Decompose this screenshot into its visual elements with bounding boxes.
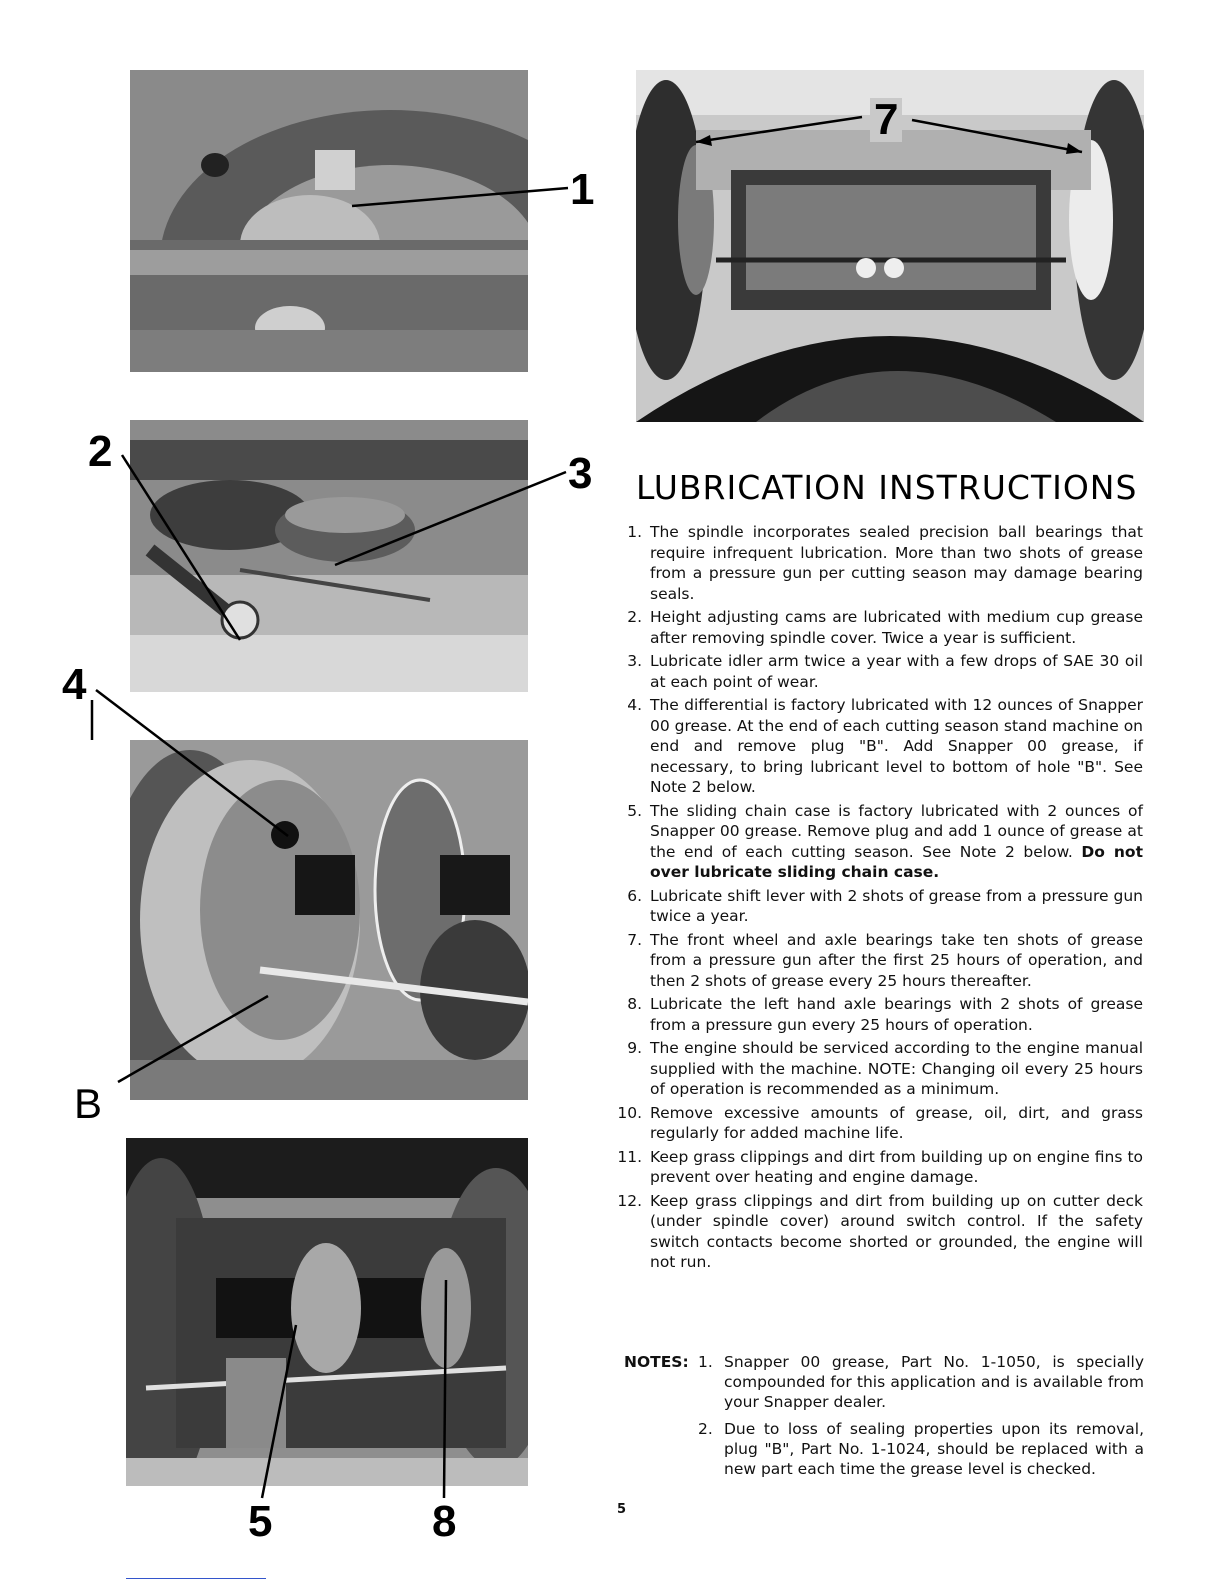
page-title: LUBRICATION INSTRUCTIONS [636, 468, 1138, 507]
instruction-item: 10. Remove excessive amounts of grease, oil, dirt, and grass regularly for added machine life. [617, 1103, 1143, 1142]
callout-7: 7 [870, 98, 902, 142]
callout-4: 4 [62, 660, 87, 709]
lubrication-instructions-list [612, 522, 1143, 1276]
note-item: 2. Due to loss of sealing properties upon its removal, plug "B", Part No. 1-1024, should be replaced with a new part each time the grease level is checked. [698, 1420, 1144, 1478]
instruction-item: 1. The spindle incorporates sealed precision ball bearings that require infrequent lubrication. More than two shots of grease from a pressure gun per cutting season may damage bearing seals. [627, 523, 1143, 603]
instruction-item: 2. Height adjusting cams are lubricated with medium cup grease after removing spindle cover. Twice a year is sufficient. [627, 608, 1143, 647]
instruction-item: 7. The front wheel and axle bearings take ten shots of grease from a pressure gun after the first 25 hours of operation, and then 2 shots of grease every 25 hours thereafter. [627, 930, 1143, 990]
notes-section [624, 1352, 1144, 1486]
instruction-item: 9. The engine should be serviced according to the engine manual supplied with the machine. NOTE: Changing oil every 25 hours of operation is recommended as a minimum. [627, 1039, 1143, 1098]
instruction-item: 3. Lubricate idler arm twice a year with a few drops of SAE 30 oil at each point of wear. [627, 652, 1143, 691]
callout-b: B [74, 1080, 103, 1127]
instruction-item: 4. The differential is factory lubricated with 12 ounces of Snapper 00 grease. At the end of each cutting season stand machine on end and remove plug "B". Add Snapper 00 grease, if necessary, to bring lubricant level to bottom of hole "B". See Note 2 below. [627, 696, 1143, 796]
callout-5: 5 [248, 1497, 273, 1546]
page-number: 5 [617, 1502, 627, 1517]
instruction-warning: Do not over lubricate sliding chain case. [650, 842, 1143, 881]
callout-3: 3 [568, 449, 593, 498]
instruction-item: 8. Lubricate the left hand axle bearings with 2 shots of grease from a pressure gun every 25 hours of operation. [627, 995, 1143, 1034]
photo-differential [130, 740, 528, 1100]
notes-label: NOTES: [624, 1353, 689, 1371]
photo-idler-arm [130, 420, 528, 692]
callout-2: 2 [88, 427, 113, 476]
photo-spindle [130, 70, 528, 372]
photo-chain-case [126, 1138, 528, 1486]
instruction-item: 11. Keep grass clippings and dirt from building up on engine fins to prevent over heating and engine damage. [617, 1147, 1143, 1186]
instruction-item: 6. Lubricate shift lever with 2 shots of grease from a pressure gun twice a year. [627, 886, 1143, 925]
note-item: 1. Snapper 00 grease, Part No. 1-1050, is specially compounded for this application and is available from your Snapper dealer. [698, 1353, 1144, 1411]
footer-rule [126, 1578, 266, 1579]
callout-1: 1 [570, 165, 595, 214]
instruction-item: 5. The sliding chain case is factory lubricated with 2 ounces of Snapper 00 grease. Remove plug and add 1 ounce of grease at the end of each cutting season. See Note 2 below. Do not over lubricate sliding chain case. [627, 801, 1143, 881]
callout-8: 8 [432, 1497, 457, 1546]
instruction-item: 12. Keep grass clippings and dirt from building up on cutter deck (under spindle cover) around switch control. If the safety switch contacts become shorted or grounded, the engine will not run. [617, 1191, 1143, 1271]
